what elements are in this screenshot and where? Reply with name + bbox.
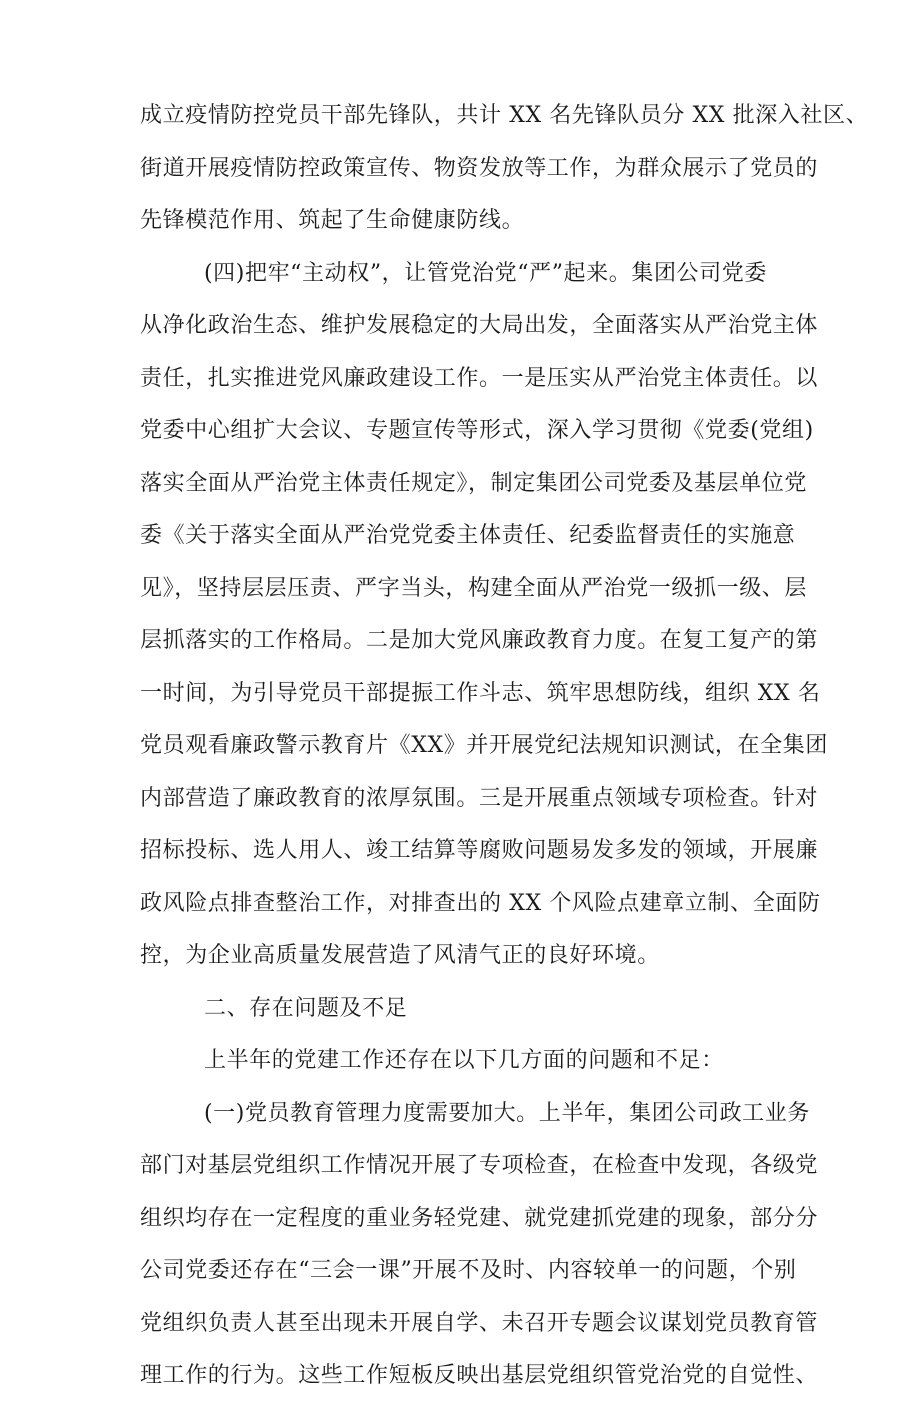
- text-line: 公司党委还存在“三会一课”开展不及时、内容较单一的问题，个别: [140, 1258, 797, 1283]
- text-line: 控，为企业高质量发展营造了风清气正的良好环境。: [140, 943, 660, 968]
- text-line: 部门对基层党组织工作情况开展了专项检查，在检查中发现，各级党: [140, 1153, 819, 1178]
- paragraph-heading-line: (四)把牢“主动权”，让管党治党“严”起来。集团公司党委: [204, 260, 767, 286]
- text-line: 一时间，为引导党员干部提振工作斗志、筑牢思想防线，组织 XX 名: [140, 680, 821, 706]
- text-line: 从净化政治生态、维护发展稳定的大局出发，全面落实从严治党主体: [140, 313, 819, 338]
- text-line: 落实全面从严治党主体责任规定》，制定集团公司党委及基层单位党: [140, 470, 808, 496]
- text-line: 党组织负责人甚至出现未开展自学、未召开专题会议谋划党员教育管: [140, 1310, 819, 1336]
- text-line: 上半年的党建工作还存在以下几方面的问题和不足：: [204, 1048, 724, 1073]
- text-line: 党员观看廉政警示教育片《XX》并开展党纪法规知识测试，在全集团: [140, 733, 828, 758]
- text-line: 政风险点排查整治工作，对排查出的 XX 个风险点建章立制、全面防: [140, 890, 821, 916]
- text-line: 层抓落实的工作格局。二是加大党风廉政教育力度。在复工复产的第: [140, 628, 819, 653]
- text-line: 街道开展疫情防控政策宣传、物资发放等工作，为群众展示了党员的: [140, 155, 819, 181]
- text-line: 理工作的行为。这些工作短板反映出基层党组织管党治党的自觉性、: [140, 1363, 819, 1388]
- document-body: [140, 90, 869, 1403]
- text-line: 内部营造了廉政教育的浓厚氛围。三是开展重点领域专项检查。针对: [140, 785, 819, 811]
- text-line: 党委中心组扩大会议、专题宣传等形式，深入学习贯彻《党委(党组): [140, 418, 814, 443]
- text-line: 先锋模范作用、筑起了生命健康防线。: [140, 208, 525, 233]
- text-line: 见》，坚持层层压责、严字当头，构建全面从严治党一级抓一级、层: [140, 575, 808, 601]
- text-line: 招标投标、选人用人、竣工结算等腐败问题易发多发的领域，开展廉: [140, 838, 819, 863]
- section-heading: 二、存在问题及不足: [204, 995, 408, 1021]
- text-line: 责任，扎实推进党风廉政建设工作。一是压实从严治党主体责任。以: [140, 365, 819, 391]
- text-line: 组织均存在一定程度的重业务轻党建、就党建抓党建的现象，部分分: [140, 1205, 819, 1231]
- text-line: 成立疫情防控党员干部先锋队，共计 XX 名先锋队员分 XX 批深入社区、: [140, 103, 869, 128]
- paragraph-heading-line: (一)党员教育管理力度需要加大。上半年，集团公司政工业务: [204, 1100, 810, 1126]
- text-line: 委《关于落实全面从严治党党委主体责任、纪委监督责任的实施意: [140, 523, 796, 548]
